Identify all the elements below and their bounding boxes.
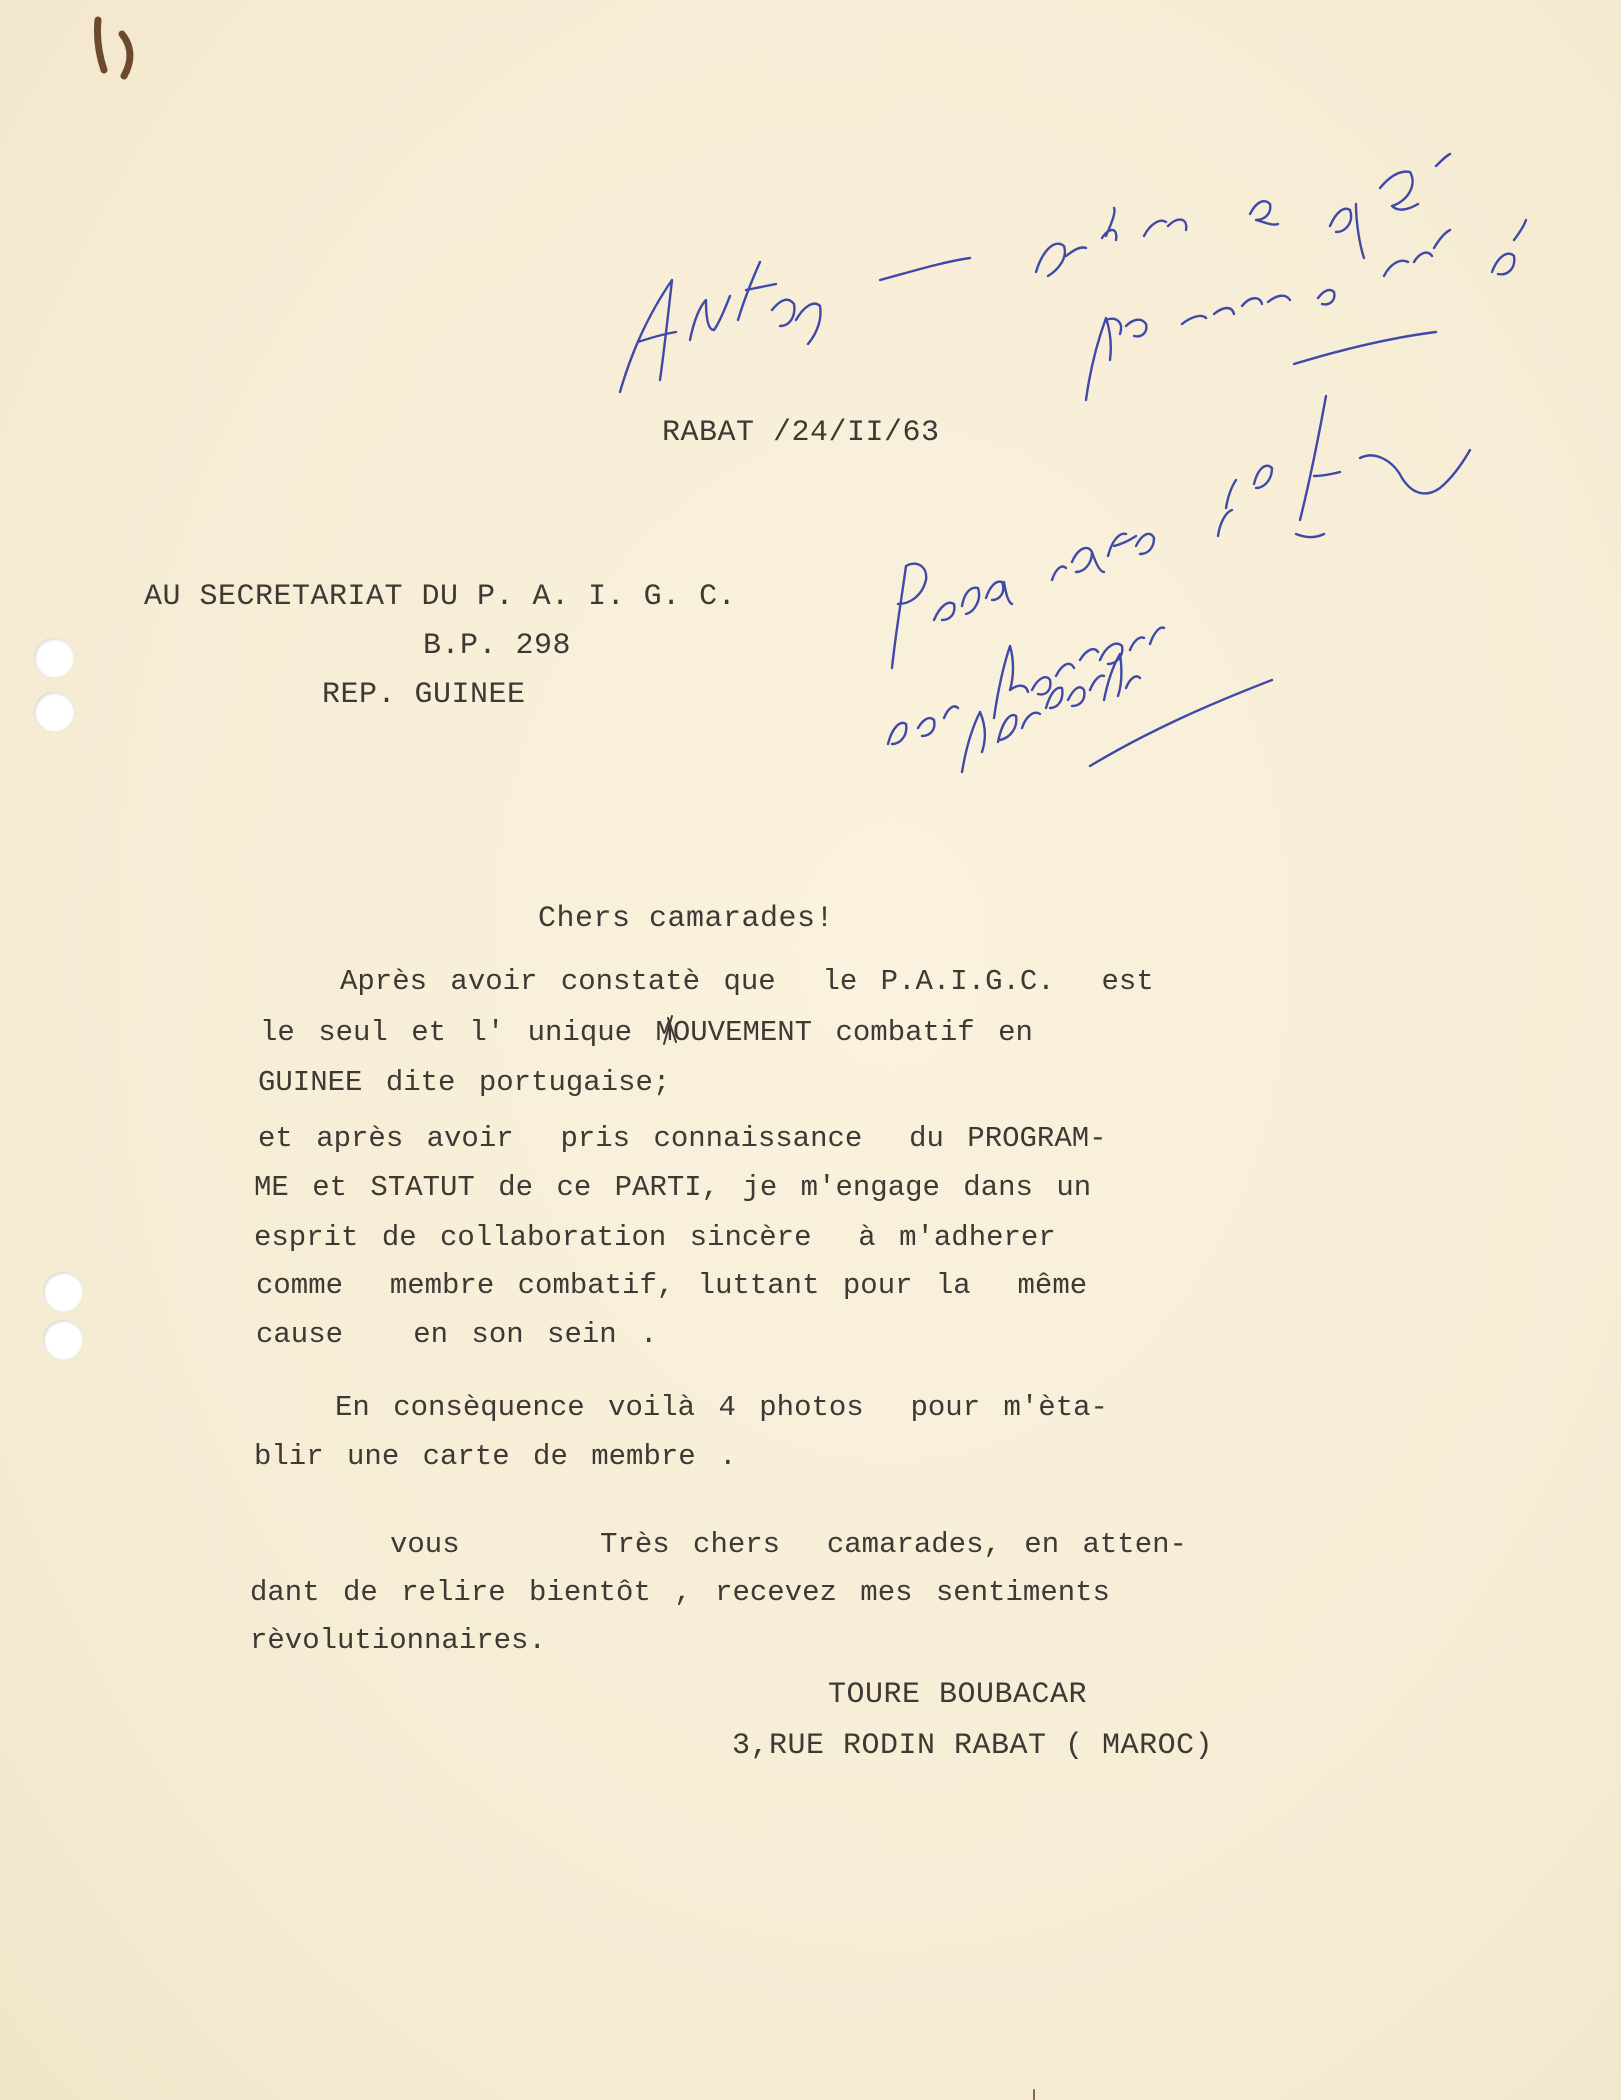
signature-name: TOURE BOUBACAR: [828, 1678, 1088, 1712]
salutation: Chers camarades!: [538, 902, 835, 936]
paragraph-3-line: vous Très chers camarades, en atten-: [390, 1528, 1187, 1561]
paragraph-1-line: GUINEE dite portugaise;: [258, 1066, 671, 1099]
letter-date: RABAT /24/II/63: [662, 416, 940, 450]
signature-address: 3,RUE RODIN RABAT ( MAROC): [732, 1729, 1214, 1763]
paragraph-1-line: cause en son sein .: [256, 1318, 658, 1351]
punch-hole: [43, 1272, 83, 1312]
recipient-line-3: REP. GUINEE: [322, 678, 526, 712]
paragraph-3-line: dant de relire bientôt , recevez mes sentiments: [250, 1576, 1110, 1609]
punch-hole: [34, 638, 74, 678]
paragraph-1-line: ME et STATUT de ce PARTI, je m'engage dans un: [254, 1171, 1092, 1204]
recipient-line-2: B.P. 298: [423, 629, 572, 663]
paragraph-2-line: blir une carte de membre .: [254, 1440, 737, 1473]
handwritten-note-middle-right: [888, 396, 1470, 772]
paragraph-1-line: comme membre combatif, luttant pour la même: [256, 1269, 1088, 1302]
punch-hole: [34, 692, 74, 732]
punch-hole: [43, 1320, 83, 1360]
paragraph-1-line: et après avoir pris connaissance du PROGRAM-: [258, 1122, 1107, 1155]
handwritten-note-top-right: [1036, 154, 1526, 400]
paragraph-1-line: le seul et l' unique MOUVEMENT combatif en: [260, 1016, 1033, 1049]
recipient-line-1: AU SECRETARIAT DU P. A. I. G. C.: [144, 580, 737, 614]
paragraph-3-line: rèvolutionnaires.: [250, 1624, 546, 1657]
handwritten-note-top-left: [620, 258, 970, 392]
paragraph-2-line: En consèquence voilà 4 photos pour m'èta-: [335, 1391, 1108, 1424]
paragraph-1-line: esprit de collaboration sincère à m'adherer: [254, 1221, 1056, 1254]
paragraph-1-line: Après avoir constatè que le P.A.I.G.C. est: [340, 965, 1154, 998]
ink-stain-mark: [97, 20, 129, 76]
